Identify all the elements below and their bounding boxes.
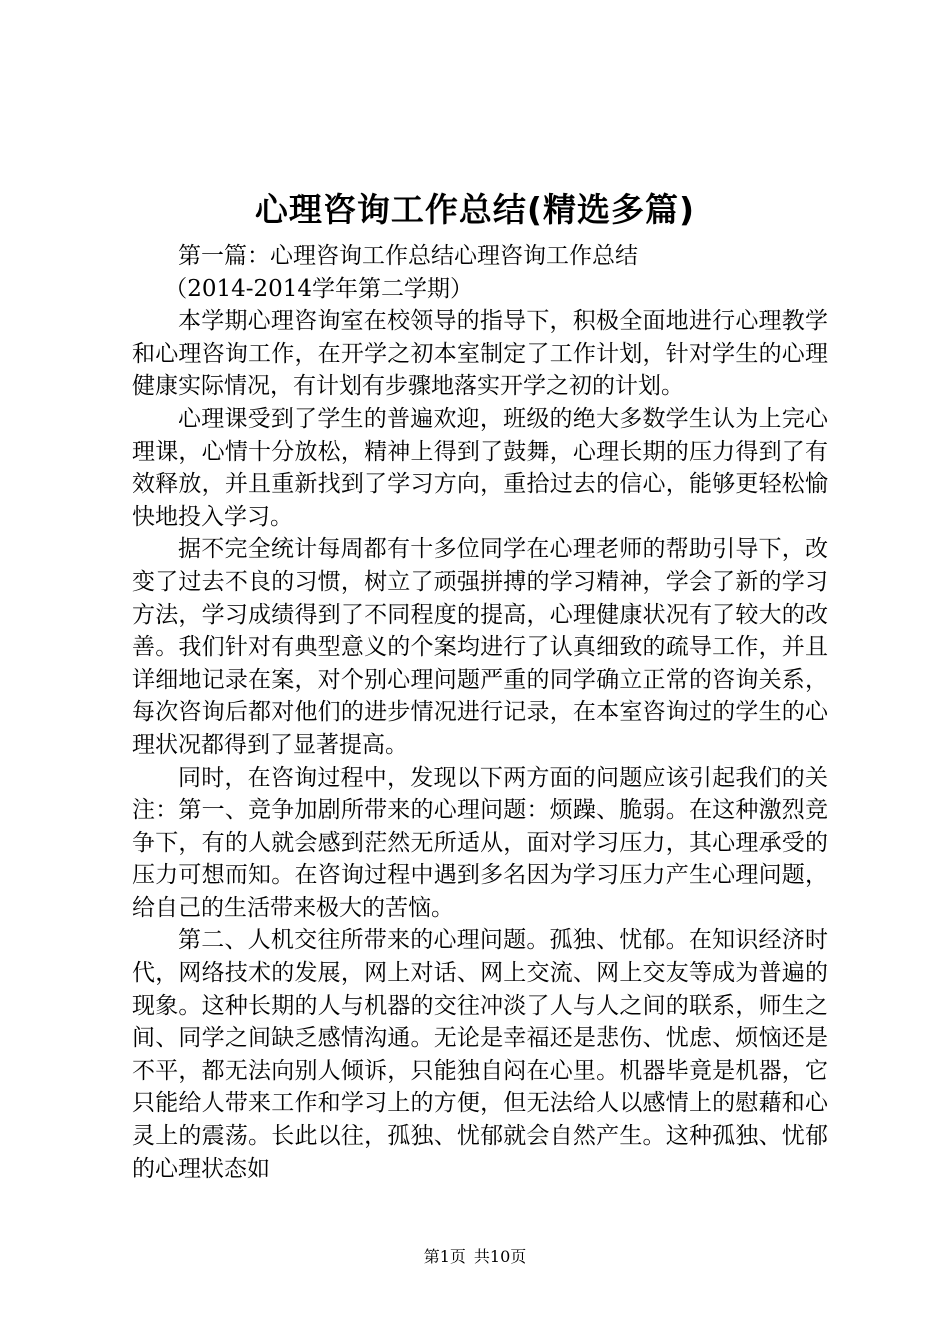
- document-body: [132, 240, 828, 1185]
- paragraph-section-heading: 第一篇：心理咨询工作总结心理咨询工作总结: [178, 243, 638, 269]
- document-title: 心理咨询工作总结(精选多篇): [254, 190, 696, 229]
- page-total: 共10页: [473, 1247, 527, 1266]
- page-number: 第1页: [423, 1247, 466, 1266]
- paragraph-term: （2014-2014学年第二学期）: [164, 275, 474, 302]
- paragraph: 本学期心理咨询室在校领导的指导下，积极全面地进行心理教学和心理咨询工作，在开学之初本室制定了工作计划，针对学生的心理健康实际情况，有计划有步骤地落实开学之初的计划。: [132, 308, 828, 400]
- paragraph: 心理课受到了学生的普遍欢迎，班级的绝大多数学生认为上完心理课，心情十分放松，精神上得到了鼓舞，心理长期的压力得到了有效释放，并且重新找到了学习方向，重拾过去的信心，能够更轻松愉快地投入学习。: [132, 405, 828, 530]
- paragraph: 同时，在咨询过程中，发现以下两方面的问题应该引起我们的关注：第一、竞争加剧所带来的心理问题：烦躁、脆弱。在这种激烈竞争下，有的人就会感到茫然无所适从，面对学习压力，其心理承受的压力可想而知。在咨询过程中遇到多名因为学习压力产生心理问题，给自己的生活带来极大的苦恼。: [132, 764, 828, 921]
- page-footer: [0, 1246, 950, 1268]
- paragraph: 第二、人机交往所带来的心理问题。孤独、忧郁。在知识经济时代，网络技术的发展，网上对话、网上交流、网上交友等成为普遍的现象。这种长期的人与机器的交往冲淡了人与人之间的联系，师生之间、同学之间缺乏感情沟通。无论是幸福还是悲伤、忧虑、烦恼还是不平，都无法向别人倾诉，只能独自闷在心里。机器毕竟是机器，它只能给人带来工作和学习上的方便，但无法给人以感情上的慰藉和心灵上的震荡。长此以往，孤独、忧郁就会自然产生。这种孤独、忧郁的心理状态如: [132, 927, 828, 1182]
- paragraph: 据不完全统计每周都有十多位同学在心理老师的帮助引导下，改变了过去不良的习惯，树立了顽强拼搏的学习精神，学会了新的学习方法，学习成绩得到了不同程度的提高，心理健康状况有了较大的改善。我们针对有典型意义的个案均进行了认真细致的疏导工作，并且详细地记录在案，对个别心理问题严重的同学确立正常的咨询关系，每次咨询后都对他们的进步情况进行记录，在本室咨询过的学生的心理状况都得到了显著提高。: [132, 536, 828, 758]
